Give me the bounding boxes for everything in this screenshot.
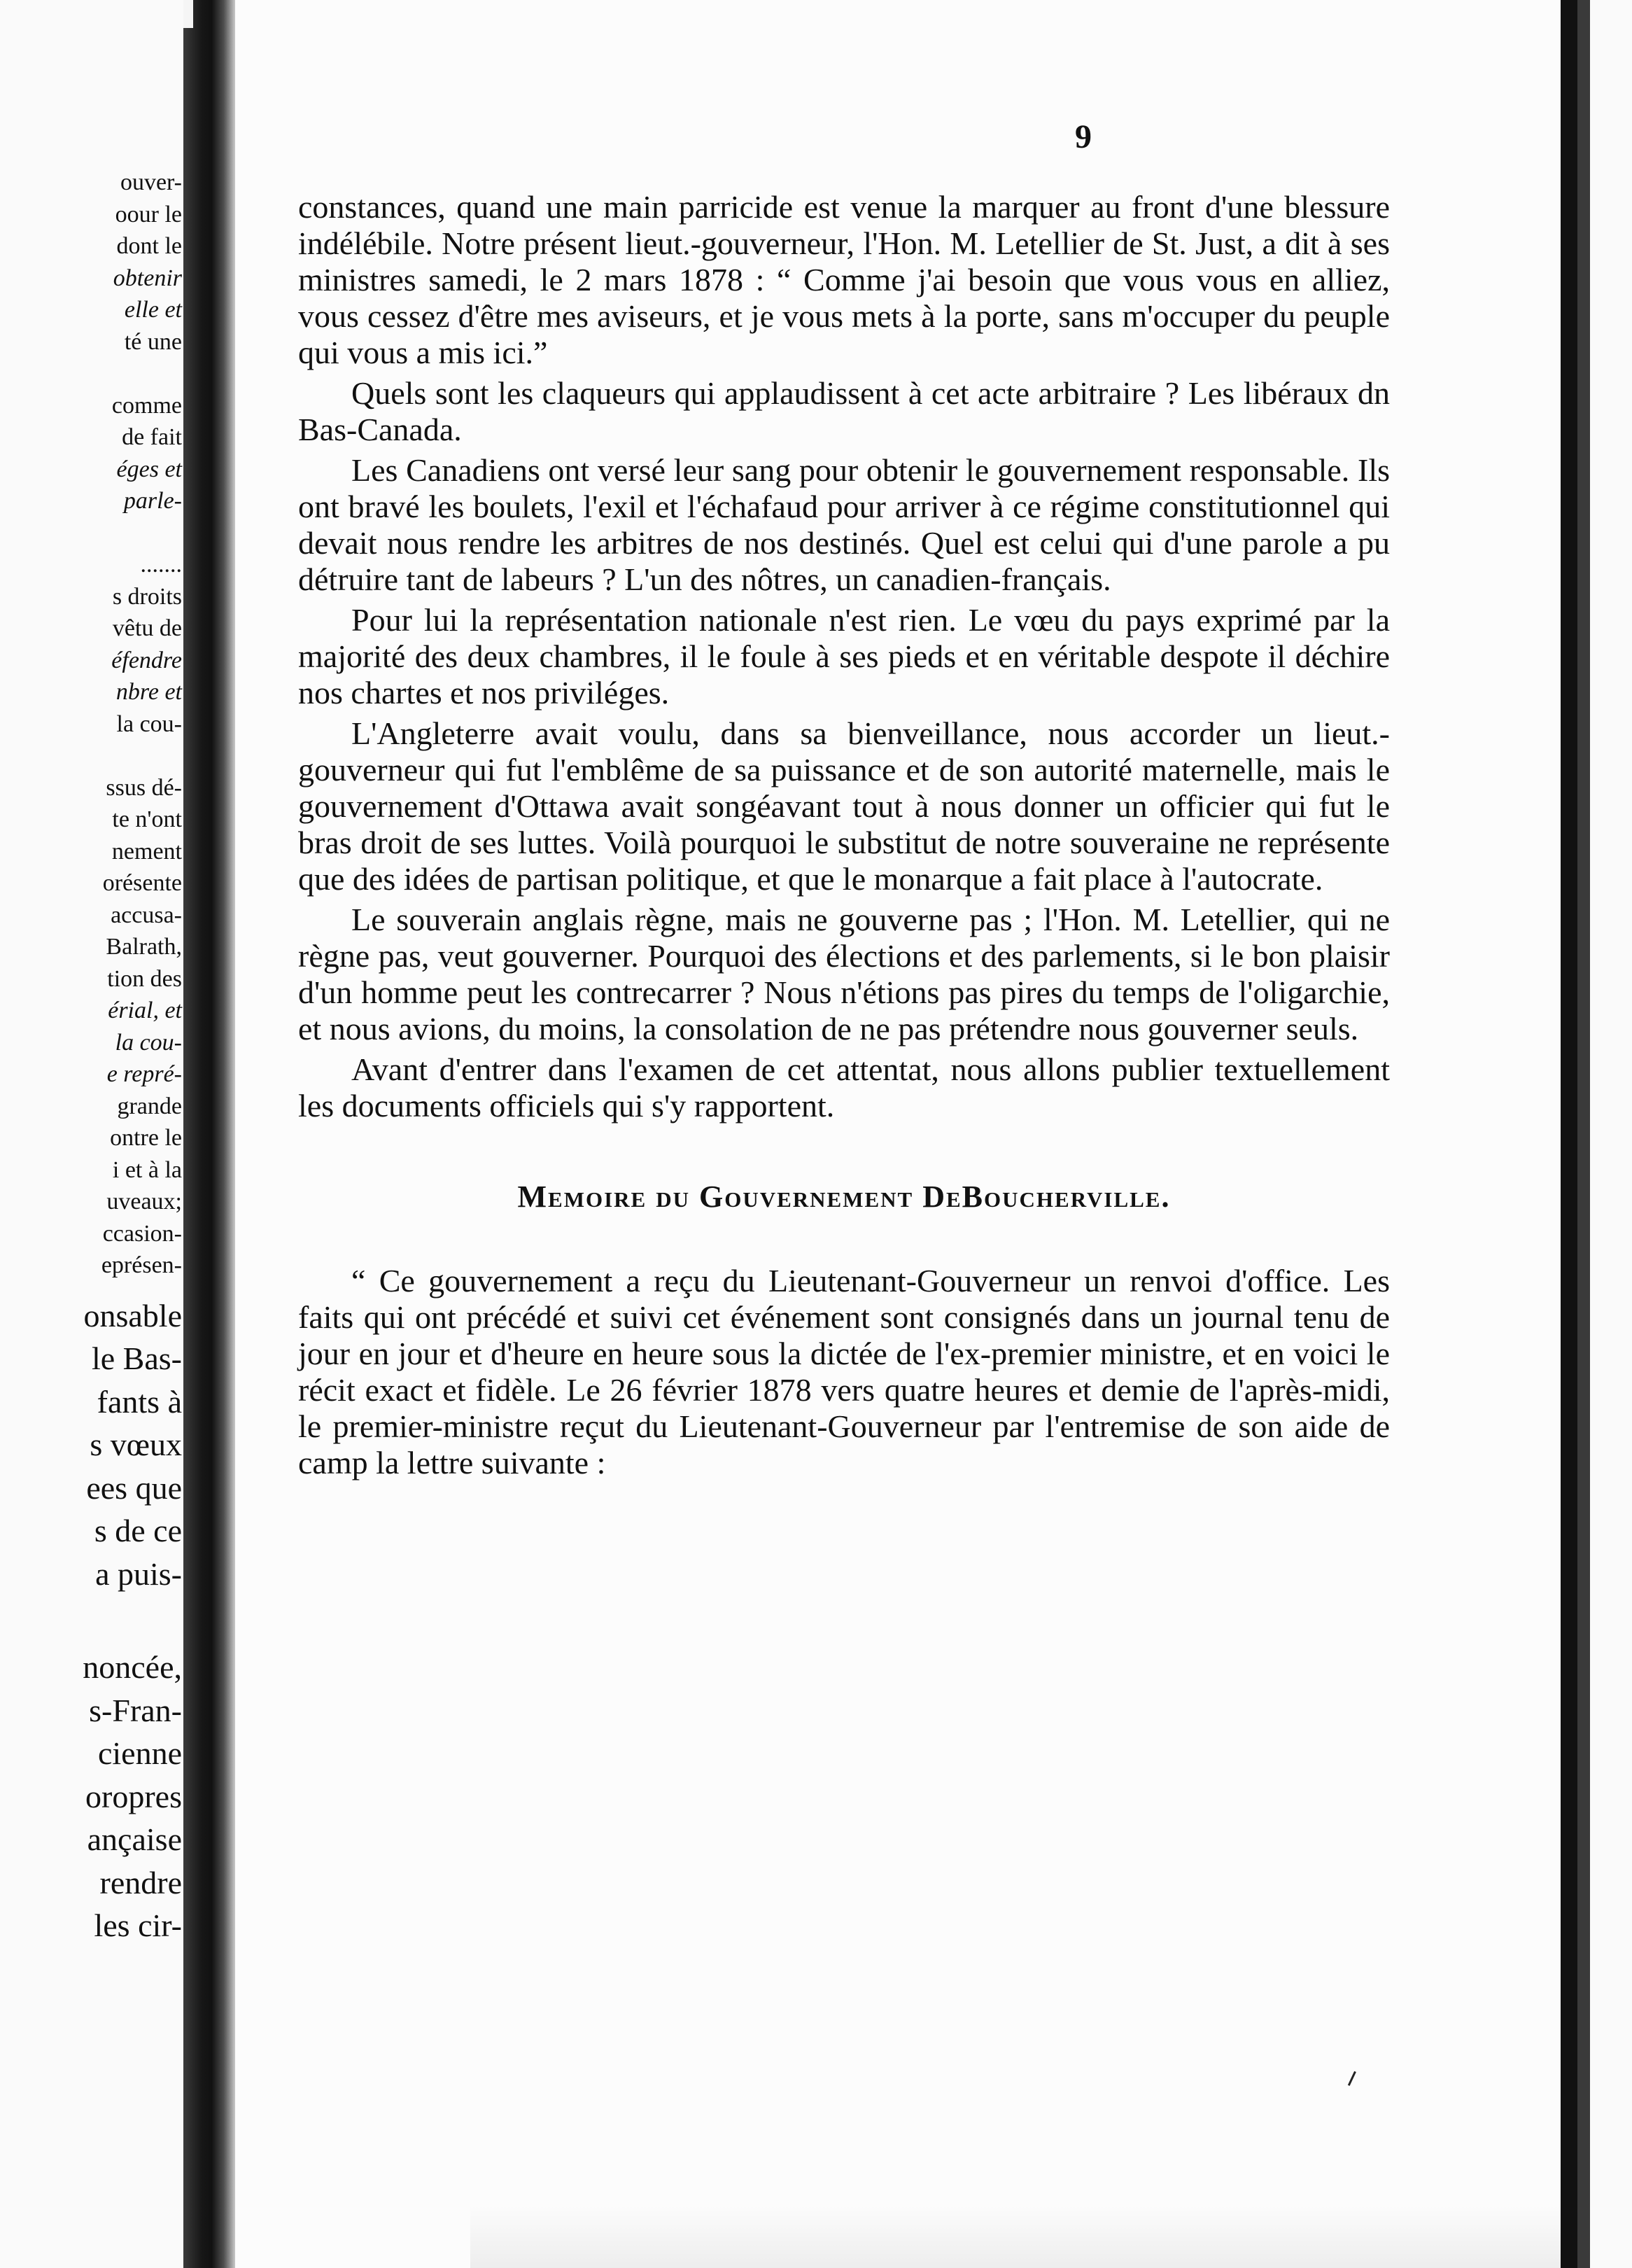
left-line: vêtu de [112, 615, 182, 641]
left-page-fragment [0, 0, 183, 2268]
scan-background [1590, 0, 1632, 2268]
left-line: fants à [97, 1383, 182, 1420]
left-line: cienne [97, 1735, 182, 1771]
left-line: i et à la [112, 1156, 182, 1183]
paragraph: constances, quand une main parricide est venue la marquer au front d'une blessure indélébile. Notre présent lieut.-gouverneur, l'Hon. M. Letellier de St. Just, a dit à ses ministres samedi, le 2 mars 1878 : “ Comme j'ai besoin que vous vous en alliez, vous cessez d'être mes aviseurs, et je vous mets à la porte, sans m'occuper du peuple qui vous a mis ici.” [298, 189, 1390, 370]
left-line: e repré- [106, 1061, 182, 1087]
left-line: uveaux; [106, 1189, 182, 1214]
page-number: 9 [1075, 118, 1092, 155]
left-line: te n'ont [112, 806, 182, 832]
left-line: comme [111, 392, 182, 419]
left-line: s droits [112, 583, 182, 610]
left-line: grande [117, 1093, 182, 1119]
left-line: ontre le [110, 1125, 182, 1151]
left-line: ees que [86, 1469, 182, 1506]
left-line-gap [0, 358, 183, 390]
paragraph: Les Canadiens ont versé leur sang pour obtenir le gouvernement responsable. Ils ont bravé les boulets, l'exil et l'échafaud pour arriver à ce régime constitutionnel qui devait nous rendre les arbitres de nos destinés. Quel est celui qui d'une parole a pu détruire tant de labeurs ? L'un des nôtres, un canadien-français. [298, 452, 1390, 597]
left-line: elle et [124, 297, 182, 323]
left-line: oropres [85, 1778, 182, 1814]
section-title: Memoire du Gouvernement DeBoucherville. [517, 1180, 1171, 1214]
page-edge-shadow [1561, 0, 1577, 2268]
left-line: nbre et [115, 679, 182, 705]
left-line-gap [0, 1595, 183, 1646]
paragraph: L'Angleterre avait voulu, dans sa bienveillance, nous accorder un lieut.-gouverneur qui fut l'emblême de sa puissance et de son autorité maternelle, mais le gouvernement d'Ottawa avait songéavant tout à nous donner un officier qui fut le bras droit de ses luttes. Voilà pourquoi le substitut de notre souveraine ne représente que des idées de partisan politique, et que le monarque a fait place à l'autocrate. [298, 715, 1390, 897]
left-line: ....... [140, 552, 182, 578]
left-line: té une [124, 328, 182, 355]
paragraph: Avant d'entrer dans l'examen de cet attentat, nous allons publier textuellement les documents officiels qui s'y rapportent. [298, 1051, 1390, 1124]
left-page-text [0, 167, 183, 1947]
left-line-gap [0, 740, 183, 772]
left-line: érial, et [108, 997, 182, 1023]
left-line: onsable [83, 1297, 182, 1334]
left-line: éfendre [111, 647, 182, 673]
paragraph: Quels sont les claqueurs qui applaudissent à cet acte arbitraire ? Les libéraux dn Bas-Canada. [298, 375, 1390, 447]
quote-paragraph: “ Ce gouvernement a reçu du Lieutenant-Gouverneur un renvoi d'office. Les faits qui ont précédé et suivi cet événement sont consignés dans un journal tenu de jour en jour et d'heure en heure sous la dictée de l'ex-premier ministre, et en voici le récit exact et fidèle. Le 26 février 1878 vers quatre heures et demie de l'après-midi, le premier-ministre reçut du Lieutenant-Gouverneur par l'entremise de son aide de camp la lettre suivante : [298, 1263, 1390, 1480]
left-line: s-Fran- [89, 1692, 182, 1728]
left-line: les cir- [94, 1907, 182, 1943]
left-line: le Bas- [91, 1340, 182, 1376]
left-line: éges et [116, 456, 182, 482]
left-line: Balrath, [106, 934, 182, 960]
left-line: ouver- [120, 169, 182, 195]
paragraph: Le souverain anglais règne, mais ne gouverne pas ; l'Hon. M. Letellier, qui ne règne pas, veut gouverner. Pourquoi des élections et des parlements, si le bon plaisir d'un homme peut les contrecarrer ? Nous n'étions pas pires du temps de l'oligarchie, et nous avions, du moins, la consolation de ne pas prétendre nous gouverner seuls. [298, 902, 1390, 1046]
left-line-gap [0, 517, 183, 550]
page-body [298, 189, 1390, 1481]
left-line: a puis- [95, 1555, 182, 1592]
left-line: nement [111, 838, 182, 864]
left-line: orésente [102, 870, 182, 896]
gutter-edge [183, 0, 193, 28]
left-line: parle- [123, 488, 182, 514]
left-line: ssus dé- [106, 774, 182, 801]
left-line: dont le [116, 233, 182, 259]
left-line: obtenir [113, 265, 182, 291]
left-line: ccasion- [102, 1220, 182, 1247]
left-line: la cou- [115, 1029, 182, 1056]
left-line: oour le [115, 201, 182, 227]
left-line: rendre [99, 1864, 182, 1900]
left-line: s de ce [94, 1513, 182, 1548]
left-line: accusa- [111, 902, 182, 928]
book-binding-gutter [183, 0, 235, 2268]
left-line: ançaise [87, 1821, 182, 1857]
left-line-gap [0, 1282, 183, 1294]
left-line: tion des [107, 965, 182, 992]
page-edge-shadow [1577, 0, 1590, 2268]
left-line: eprésen- [101, 1252, 182, 1278]
left-line: s vœux [90, 1427, 182, 1462]
left-line: de fait [122, 424, 182, 450]
page-shadow [470, 2205, 1596, 2268]
paragraph: Pour lui la représentation nationale n'est rien. Le vœu du pays exprimé par la majorité des deux chambres, il le foule à ses pieds et en véritable despote il déchire nos chartes et nos priviléges. [298, 602, 1390, 710]
left-line: noncée, [83, 1649, 182, 1685]
left-line: la cou- [116, 710, 182, 737]
